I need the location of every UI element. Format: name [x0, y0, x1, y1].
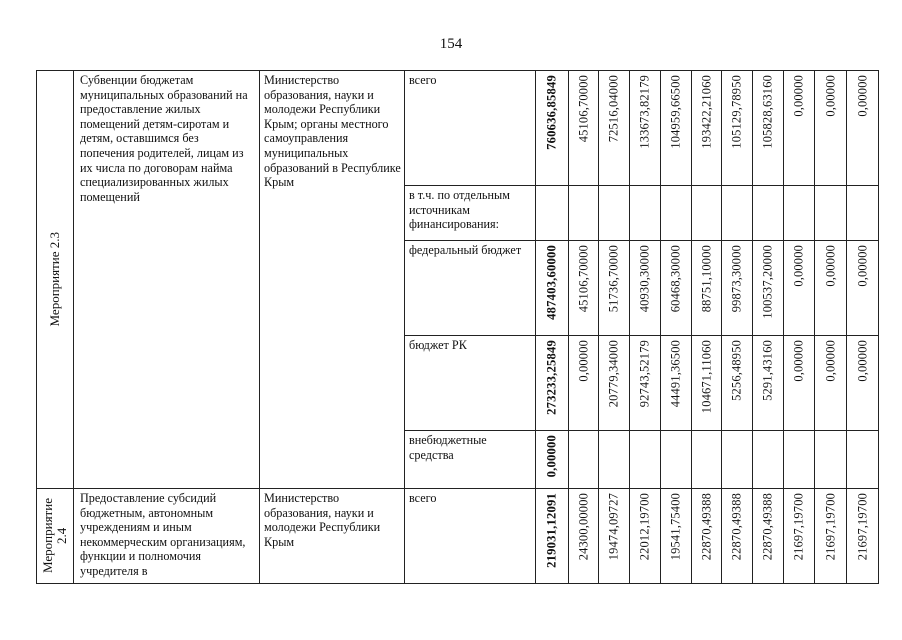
year-amount-cell — [630, 489, 661, 584]
year-amount-cell — [753, 241, 784, 336]
year-amount: 88751,10000 — [699, 245, 714, 313]
activity-label-cell — [37, 489, 74, 584]
year-amount-cell — [847, 241, 879, 336]
year-amount: 104959,66500 — [668, 75, 683, 149]
year-amount-cell — [661, 336, 692, 431]
year-amount-cell — [815, 186, 847, 241]
year-amount-cell — [630, 241, 661, 336]
year-amount-cell — [692, 186, 722, 241]
activity-description: Предоставление субсидий бюджетным, автономным учреждениям и иным некоммерческим организациям, функции и полномочия учредителя в — [74, 489, 260, 584]
year-amount-cell — [722, 431, 753, 489]
year-amount: 0,00000 — [823, 245, 838, 287]
year-amount: 0,00000 — [855, 75, 870, 117]
activity-label: Мероприятие 2.3 — [47, 232, 62, 327]
year-amount-cell — [753, 186, 784, 241]
year-amount: 22870,49388 — [729, 493, 744, 561]
total-amount: 487403,60000 — [544, 245, 559, 320]
total-amount-cell — [536, 489, 569, 584]
total-amount: 0,00000 — [544, 435, 559, 478]
year-amount-cell — [569, 71, 599, 186]
funding-source: бюджет РК — [405, 336, 536, 431]
year-amount-cell — [599, 186, 630, 241]
year-amount: 0,00000 — [791, 75, 806, 117]
year-amount: 19474,09727 — [606, 493, 621, 561]
year-amount: 0,00000 — [791, 340, 806, 382]
funding-source: внебюджетные средства — [405, 431, 536, 489]
year-amount-cell — [815, 241, 847, 336]
year-amount: 105828,63160 — [760, 75, 775, 149]
year-amount-cell — [599, 336, 630, 431]
budget-table — [36, 70, 879, 584]
year-amount-cell — [630, 71, 661, 186]
year-amount-cell — [692, 431, 722, 489]
table-row — [37, 71, 879, 186]
year-amount: 133673,82179 — [637, 75, 652, 149]
year-amount: 105129,78950 — [729, 75, 744, 149]
table-body — [37, 71, 879, 584]
activity-executor: Министерство образования, науки и молодежи Республики Крым; органы местного самоуправления муниципальных образований в Республике Крым — [260, 71, 405, 489]
year-amount-cell — [661, 489, 692, 584]
year-amount-cell — [722, 241, 753, 336]
year-amount-cell — [784, 186, 815, 241]
total-amount-cell — [536, 431, 569, 489]
year-amount-cell — [847, 71, 879, 186]
year-amount: 19541,75400 — [668, 493, 683, 561]
year-amount-cell — [692, 489, 722, 584]
year-amount: 104671,11060 — [699, 340, 714, 414]
year-amount: 72516,04000 — [606, 75, 621, 143]
year-amount-cell — [661, 431, 692, 489]
year-amount: 0,00000 — [855, 245, 870, 287]
year-amount: 5291,43160 — [760, 340, 775, 401]
year-amount-cell — [661, 71, 692, 186]
funding-source: всего — [405, 489, 536, 584]
year-amount: 21697,19700 — [791, 493, 806, 561]
year-amount-cell — [753, 489, 784, 584]
activity-label: Мероприятие 2.4 — [40, 498, 69, 574]
year-amount: 21697,19700 — [855, 493, 870, 561]
year-amount-cell — [815, 489, 847, 584]
activity-description: Субвенции бюджетам муниципальных образований на предоставление жилых помещений детям-сиротам и детям, оставшимся без попечения родителей, лицам из их числа по договорам найма специализированных жилых помещений — [74, 71, 260, 489]
year-amount: 21697,19700 — [823, 493, 838, 561]
total-amount-cell — [536, 241, 569, 336]
year-amount: 22012,19700 — [637, 493, 652, 561]
year-amount: 0,00000 — [576, 340, 591, 382]
year-amount-cell — [569, 431, 599, 489]
year-amount: 0,00000 — [823, 75, 838, 117]
activity-executor: Министерство образования, науки и молодежи Республики Крым — [260, 489, 405, 584]
year-amount-cell — [599, 71, 630, 186]
table-row — [37, 489, 879, 584]
year-amount-cell — [784, 489, 815, 584]
year-amount-cell — [753, 71, 784, 186]
year-amount-cell — [661, 186, 692, 241]
year-amount: 5256,48950 — [729, 340, 744, 401]
total-amount-cell — [536, 71, 569, 186]
year-amount-cell — [784, 71, 815, 186]
year-amount: 0,00000 — [791, 245, 806, 287]
year-amount-cell — [630, 336, 661, 431]
year-amount-cell — [569, 336, 599, 431]
funding-source: в т.ч. по отдельным источникам финансирования: — [405, 186, 536, 241]
year-amount-cell — [815, 431, 847, 489]
year-amount-cell — [847, 186, 879, 241]
year-amount: 22870,49388 — [760, 493, 775, 561]
year-amount-cell — [722, 71, 753, 186]
year-amount-cell — [847, 489, 879, 584]
funding-source: всего — [405, 71, 536, 186]
year-amount-cell — [815, 336, 847, 431]
year-amount: 51736,70000 — [606, 245, 621, 313]
year-amount: 0,00000 — [855, 340, 870, 382]
year-amount: 22870,49388 — [699, 493, 714, 561]
year-amount: 20779,34000 — [606, 340, 621, 408]
total-amount: 760636,85849 — [544, 75, 559, 150]
year-amount: 45106,70000 — [576, 245, 591, 313]
year-amount-cell — [569, 186, 599, 241]
activity-label-cell — [37, 71, 74, 489]
year-amount-cell — [599, 241, 630, 336]
year-amount: 45106,70000 — [576, 75, 591, 143]
year-amount: 0,00000 — [823, 340, 838, 382]
year-amount: 24300,00000 — [576, 493, 591, 561]
total-amount-cell — [536, 336, 569, 431]
year-amount-cell — [569, 241, 599, 336]
year-amount: 92743,52179 — [637, 340, 652, 408]
year-amount-cell — [630, 186, 661, 241]
year-amount-cell — [847, 431, 879, 489]
year-amount: 99873,30000 — [729, 245, 744, 313]
year-amount-cell — [784, 336, 815, 431]
year-amount: 60468,30000 — [668, 245, 683, 313]
year-amount: 193422,21060 — [699, 75, 714, 149]
total-amount-cell — [536, 186, 569, 241]
year-amount-cell — [692, 71, 722, 186]
year-amount-cell — [692, 336, 722, 431]
year-amount-cell — [630, 431, 661, 489]
total-amount: 219031,12091 — [544, 493, 559, 568]
year-amount-cell — [599, 431, 630, 489]
funding-source: федеральный бюджет — [405, 241, 536, 336]
year-amount-cell — [569, 489, 599, 584]
year-amount-cell — [753, 431, 784, 489]
year-amount: 44491,36500 — [668, 340, 683, 408]
year-amount-cell — [815, 71, 847, 186]
year-amount-cell — [784, 241, 815, 336]
year-amount-cell — [599, 489, 630, 584]
year-amount-cell — [692, 241, 722, 336]
year-amount-cell — [753, 336, 784, 431]
year-amount-cell — [661, 241, 692, 336]
year-amount: 40930,30000 — [637, 245, 652, 313]
year-amount-cell — [847, 336, 879, 431]
year-amount: 100537,20000 — [760, 245, 775, 319]
year-amount-cell — [722, 336, 753, 431]
year-amount-cell — [784, 431, 815, 489]
page-number: 154 — [439, 36, 463, 52]
year-amount-cell — [722, 489, 753, 584]
year-amount-cell — [722, 186, 753, 241]
total-amount: 273233,25849 — [544, 340, 559, 415]
